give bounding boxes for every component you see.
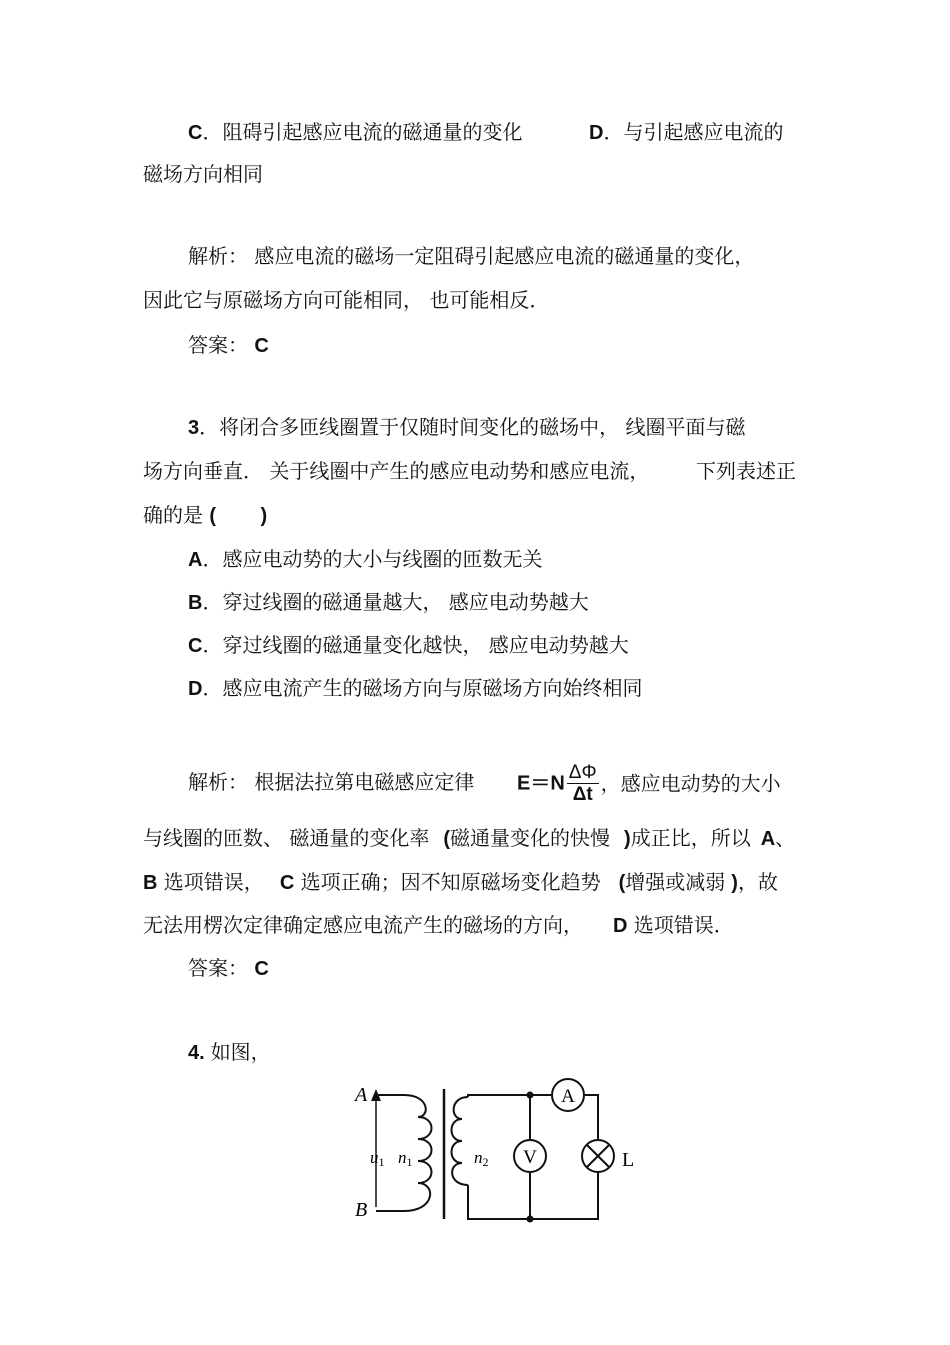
u1-label: u1 <box>370 1148 385 1169</box>
q3-formula <box>517 758 781 808</box>
q3-analysis-line4 <box>143 913 734 938</box>
question-number: 4. <box>188 1042 205 1064</box>
stem-text: ．将闭合多匝线圈置于仅随时间变化的磁场中， 线圈平面与磁 <box>199 415 746 439</box>
option-text: ．穿过线圈的磁通量变化越快， 感应电动势越大 <box>202 633 629 657</box>
paren-close: ) <box>624 828 631 850</box>
q3-option-c <box>188 633 629 658</box>
q3-option-b <box>188 590 589 615</box>
answer-blank: ( ) <box>209 505 268 527</box>
prev-option-d <box>589 120 783 145</box>
paren-open: ( <box>618 872 626 894</box>
terminal-a-label: A <box>355 1084 368 1106</box>
voltmeter-label: V <box>523 1147 537 1168</box>
q3-stem-line1 <box>188 415 745 440</box>
analysis-text: 选项正确；因不知原磁场变化趋势 <box>294 870 601 894</box>
option-ref: C <box>279 872 295 894</box>
answer-label: 答案： <box>188 956 248 980</box>
option-text: ．感应电流产生的磁场方向与原磁场方向始终相同 <box>202 676 643 700</box>
option-letter: B <box>188 592 203 614</box>
ammeter-label: A <box>561 1086 575 1107</box>
analysis-text: 选项错误， <box>157 870 264 894</box>
primary-coil-icon <box>404 1095 432 1211</box>
lamp-label: L <box>622 1149 635 1171</box>
analysis-text: ，故 <box>737 870 778 894</box>
junction-dot <box>527 1092 534 1099</box>
n2-label: n2 <box>474 1148 489 1169</box>
q3-stem-line3 <box>143 503 267 528</box>
formula-fraction <box>567 762 599 805</box>
q4-stem <box>188 1040 271 1065</box>
option-text: ．阻碍引起感应电流的磁通量的变化 <box>202 120 523 144</box>
terminal-b-label: B <box>355 1199 368 1221</box>
n1-label: n1 <box>398 1148 413 1169</box>
prev-analysis-line1: 解析： 感应电流的磁场一定阻碍引起感应电流的磁通量的变化， <box>188 244 755 268</box>
formula-denominator: Δt <box>572 784 593 805</box>
junction-dot <box>527 1216 534 1223</box>
question-number: 3 <box>188 417 200 439</box>
analysis-text: 与线圈的匝数、 磁通量的变化率 <box>143 826 430 850</box>
option-text: ．穿过线圈的磁通量越大， 感应电动势越大 <box>202 590 589 614</box>
analysis-text: 、 <box>775 826 796 850</box>
option-text: ．与引起感应电流的 <box>603 120 784 144</box>
answer-value: C <box>254 958 269 980</box>
q3-option-d <box>188 676 642 701</box>
answer-label: 答案： <box>188 333 248 357</box>
analysis-text: 增强或减弱 <box>625 870 726 894</box>
q3-answer <box>188 956 269 981</box>
q3-analysis-line2 <box>143 826 795 851</box>
analysis-text: 选项错误． <box>627 913 734 937</box>
q3-analysis-lead: 解析： 根据法拉第电磁感应定律 <box>188 770 475 794</box>
stem-text: 如图， <box>210 1040 271 1064</box>
stem-text: 确的是 <box>143 503 203 527</box>
option-letter: C <box>188 122 203 144</box>
secondary-coil-icon <box>452 1097 469 1185</box>
option-ref: B <box>143 872 158 894</box>
prev-answer <box>188 333 269 358</box>
formula-trailing-text: ，感应电动势的大小 <box>600 771 781 796</box>
paren-open: ( <box>443 828 451 850</box>
q3-option-a <box>188 547 542 572</box>
option-letter: D <box>188 678 203 700</box>
analysis-text: 磁通量变化的快慢 <box>450 826 611 850</box>
option-ref: D <box>613 915 628 937</box>
option-text: ．感应电动势的大小与线圈的匝数无关 <box>202 547 543 571</box>
option-letter: C <box>188 635 203 657</box>
option-letter: A <box>188 549 203 571</box>
formula-lhs: E＝N <box>517 772 565 795</box>
prev-option-d-continuation: 磁场方向相同 <box>143 162 263 186</box>
option-letter: D <box>589 122 604 144</box>
option-ref: A <box>760 828 776 850</box>
prev-analysis-line2: 因此它与原磁场方向可能相同， 也可能相反． <box>143 288 550 312</box>
prev-option-c <box>188 120 522 145</box>
transformer-circuit-diagram <box>340 1075 660 1225</box>
formula-numerator: ΔΦ <box>568 762 597 783</box>
q3-stem-line2a: 场方向垂直． 关于线圈中产生的感应电动势和感应电流， <box>143 459 650 483</box>
q3-stem-line2b: 下列表述正 <box>696 459 796 483</box>
analysis-text: 无法用楞次定律确定感应电流产生的磁场的方向， <box>143 913 583 937</box>
answer-value: C <box>254 335 269 357</box>
q3-analysis-line3 <box>143 870 778 895</box>
paren-close: ) <box>731 872 738 894</box>
analysis-text: 成正比，所以 <box>630 826 751 850</box>
